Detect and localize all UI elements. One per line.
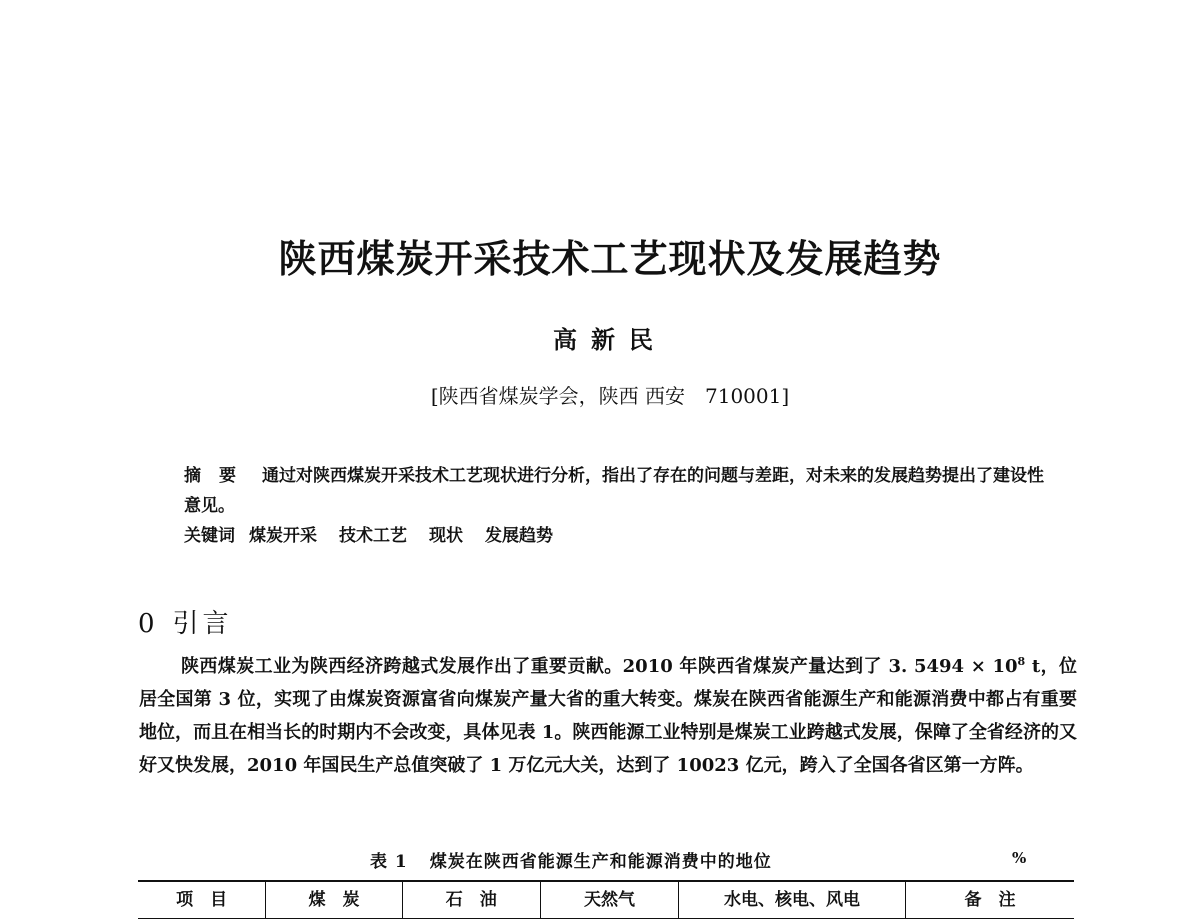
- table-header-item: 项 目: [138, 882, 266, 918]
- abstract-text: 通过对陕西煤炭开采技术工艺现状进行分析，指出了存在的问题与差距，对未来的发展趋势提出了建设性意见。: [184, 466, 1044, 516]
- intro-text-part2: t，位居全国第 3 位，实现了由煤炭资源富省向煤炭产量大省的重大转变。煤炭在陕西省能源生产和能源消费中都占有重要地位，而且在相当长的时期内不会改变，具体见表 1。陕西能源工业特别是煤炭工业跨越式发展，保障了全省经济的又好又快发展，2010 年国民生产总值突破了 1 万亿元大关，达到了 10023 亿元，跨入了全国各省区第一方阵。: [139, 656, 1077, 776]
- section-heading: [138, 603, 233, 640]
- paper-title: 陕西煤炭开采技术工艺现状及发展趋势: [278, 236, 942, 281]
- abstract-paragraph: [184, 461, 1044, 521]
- table-header-hydro-nuclear-wind: 水电、核电、风电: [679, 882, 906, 918]
- table-header-gas: 天然气: [541, 882, 679, 918]
- keywords-label: 关键词: [184, 526, 235, 546]
- abstract-block: [184, 461, 1044, 551]
- table-header-row: [138, 880, 1074, 919]
- intro-paragraph: [139, 650, 1077, 782]
- author-affiliation: [陕西省煤炭学会，陕西 西安 710001]: [430, 384, 790, 408]
- table-header-coal: 煤 炭: [266, 882, 402, 918]
- author-name: 高新民: [553, 325, 667, 354]
- keywords-line: [184, 521, 1044, 551]
- keyword: 技术工艺: [339, 526, 407, 546]
- keyword: 发展趋势: [485, 526, 553, 546]
- table-unit: %: [1012, 849, 1027, 867]
- section-number: 0: [138, 609, 155, 639]
- table-number: 表 1: [370, 852, 408, 872]
- abstract-label: 摘要: [184, 466, 254, 486]
- table-caption: [370, 847, 772, 872]
- intro-exponent: 8: [1017, 655, 1026, 668]
- table-header-oil: 石 油: [403, 882, 541, 918]
- keyword: 煤炭开采: [249, 526, 317, 546]
- intro-text-part1: 陕西煤炭工业为陕西经济跨越式发展作出了重要贡献。2010 年陕西省煤炭产量达到了 3. 5494 × 10: [181, 656, 1018, 677]
- keyword: 现状: [429, 526, 463, 546]
- table-caption-text: 煤炭在陕西省能源生产和能源消费中的地位: [429, 852, 772, 872]
- section-title: 引言: [172, 609, 233, 639]
- table-header-remarks: 备 注: [964, 890, 1016, 910]
